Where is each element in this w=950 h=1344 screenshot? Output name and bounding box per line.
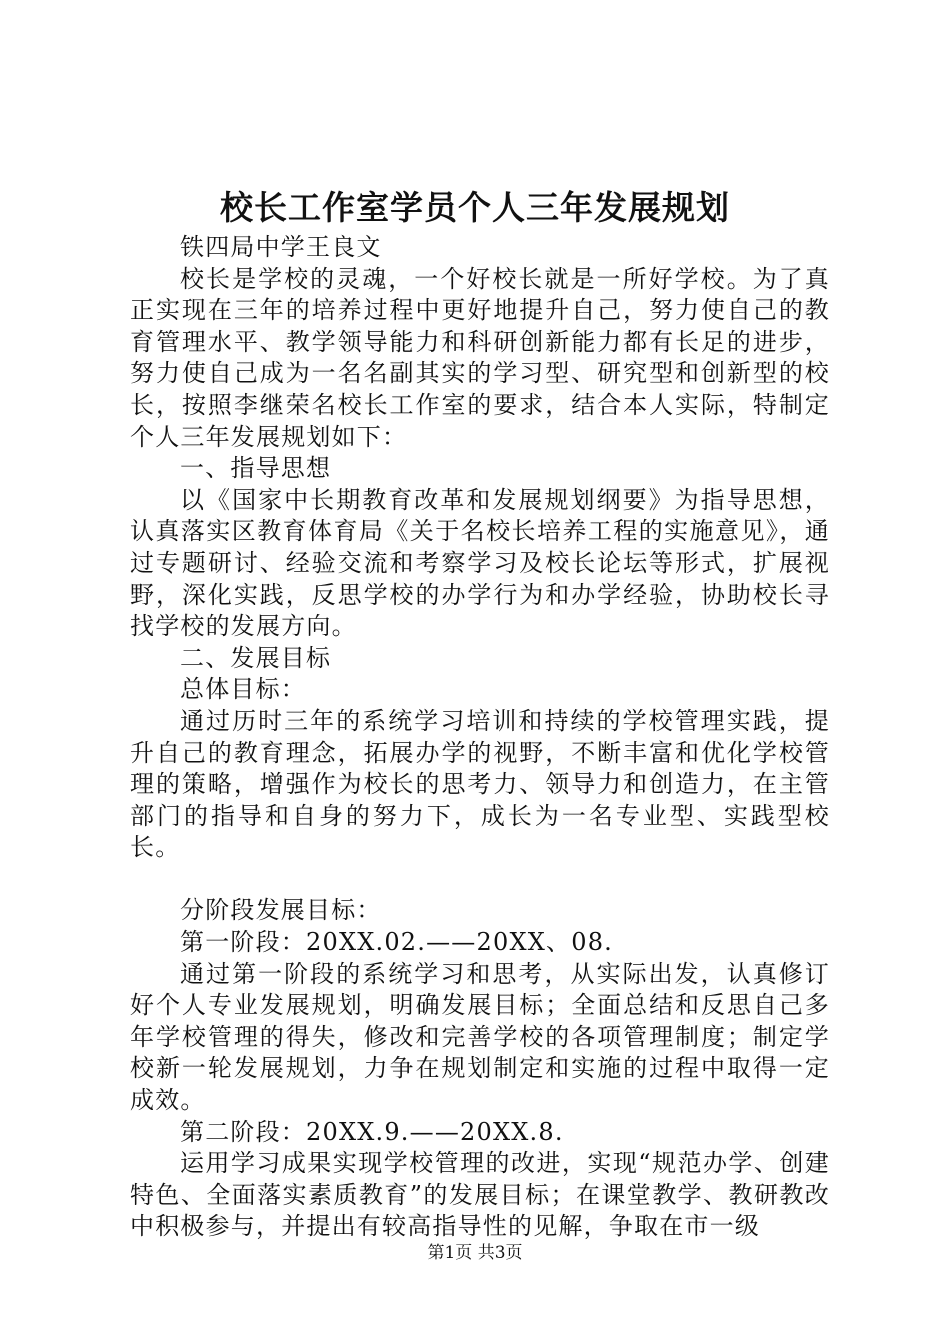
- overall-goal-label: 总体目标：: [180, 675, 306, 704]
- phase-two-heading: 第二阶段：20XX.9.——20XX.8.: [180, 1117, 564, 1146]
- phase-one-paragraph: 通过第一阶段的系统学习和思考，从实际出发，认真修订好个人专业发展规划，明确发展目标；全面总结和反思自己多年学校管理的得失，修改和完善学校的各项管理制度；制定学校新一轮发展规划，力争在规划制定和实施的过程中取得一定成效。: [130, 959, 830, 1115]
- document-title: 校长工作室学员个人三年发展规划: [220, 188, 730, 227]
- phase-one-heading: 第一阶段：20XX.02.——20XX、08.: [180, 928, 613, 957]
- page-number-footer: 第1页 共3页: [427, 1243, 523, 1263]
- document-body: [130, 232, 830, 1243]
- guiding-ideology-paragraph: 以《国家中长期教育改革和发展规划纲要》为指导思想，认真落实区教育体育局《关于名校长培养工程的实施意见》，通过专题研讨、经验交流和考察学习及校长论坛等形式，扩展视野，深化实践，反思学校的办学行为和办学经验，协助校长寻找学校的发展方向。: [130, 485, 830, 641]
- section-heading-guiding-ideology: 一、指导思想: [180, 454, 332, 483]
- phased-goals-label: 分阶段发展目标：: [180, 896, 382, 925]
- phase-two-paragraph: 运用学习成果实现学校管理的改进，实现“规范办学、创建特色、全面落实素质教育”的发展目标；在课堂教学、教研教改中积极参与，并提出有较高指导性的见解，争取在市一级: [130, 1149, 830, 1241]
- intro-paragraph: 校长是学校的灵魂，一个好校长就是一所好学校。为了真正实现在三年的培养过程中更好地提升自己，努力使自己的教育管理水平、教学领导能力和科研创新能力都有长足的进步，努力使自己成为一名名副其实的学习型、研究型和创新型的校长，按照李继荣名校长工作室的要求，结合本人实际，特制定个人三年发展规划如下：: [130, 264, 830, 451]
- overall-goal-paragraph: 通过历时三年的系统学习培训和持续的学校管理实践，提升自己的教育理念，拓展办学的视野，不断丰富和优化学校管理的策略，增强作为校长的思考力、领导力和创造力，在主管部门的指导和自身的努力下，成长为一名专业型、实践型校长。: [130, 706, 830, 862]
- section-heading-development-goals: 二、发展目标: [180, 643, 332, 672]
- author-line: 铁四局中学王良文: [180, 233, 382, 261]
